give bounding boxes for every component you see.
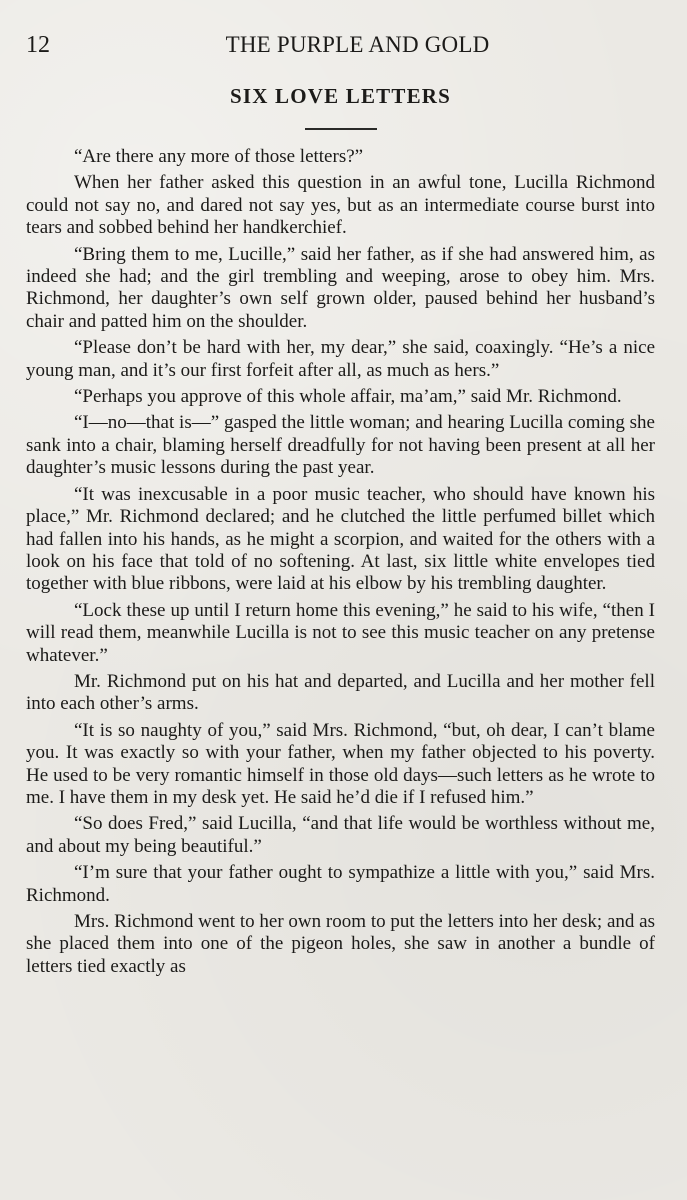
paragraph: “Bring them to me, Lucille,” said her father, as if she had answered him, as indeed she had; and the girl trembling and weeping, arose to obey him. Mrs. Richmond, her daughter’s own self grown older, paused behind her husband’s chair and patted him on the shoulder. xyxy=(26,243,655,332)
journal-title: THE PURPLE AND GOLD xyxy=(225,32,490,57)
title-divider xyxy=(305,128,377,130)
paragraph: “It was inexcusable in a poor music teacher, who should have known his place,” Mr. Richmond declared; and he clutched the little perfumed billet which had fallen into his hands, as he might a scorpion, and waited for the others with a look on his face that told of no softening. At last, six little white envelopes tied together with blue ribbons, were laid at his elbow by his trembling daughter. xyxy=(26,483,655,595)
article-body xyxy=(26,146,655,978)
paragraph: “Please don’t be hard with her, my dear,” she said, coaxingly. “He’s a nice young man, and it’s our first forfeit after all, as much as hers.” xyxy=(26,337,655,381)
page-number: 12 xyxy=(26,32,50,58)
paragraph: “Perhaps you approve of this whole affair, ma’am,” said Mr. Richmond. xyxy=(74,386,622,408)
paragraph: “It is so naughty of you,” said Mrs. Richmond, “but, oh dear, I can’t blame you. It was exactly so with your father, when my father objected to his poverty. He used to be very romantic himself in those old days—such letters as he wrote to me. I have them in my desk yet. He said he’d die if I refused him.” xyxy=(26,719,655,808)
paragraph: Mrs. Richmond went to her own room to put the letters into her desk; and as she placed them into one of the pigeon holes, she saw in another a bundle of letters tied exactly as xyxy=(26,911,655,977)
paragraph: Mr. Richmond put on his hat and departed, and Lucilla and her mother fell into each other’s arms. xyxy=(26,670,655,715)
paragraph: “So does Fred,” said Lucilla, “and that life would be worthless without me, and about my being beautiful.” xyxy=(26,813,655,857)
running-head xyxy=(26,30,655,64)
paragraph: “Lock these up until I return home this evening,” he said to his wife, “then I will read them, meanwhile Lucilla is not to see this music teacher on any pretense whatever.” xyxy=(26,599,655,666)
article-title: SIX LOVE LETTERS xyxy=(229,84,452,108)
paragraph: “Are there any more of those letters?” xyxy=(74,146,364,167)
paragraph: “I—no—that is—” gasped the little woman; and hearing Lucilla coming she sank into a chair, blaming herself dreadfully for not having been present at all her daughter’s music lessons during the past year. xyxy=(26,412,655,479)
paragraph: “I’m sure that your father ought to sympathize a little with you,” said Mrs. Richmond. xyxy=(26,862,655,906)
paragraph: When her father asked this question in an awful tone, Lucilla Richmond could not say no, and dared not say yes, but as an intermediate course burst into tears and sobbed behind her handkerchief. xyxy=(26,172,655,239)
